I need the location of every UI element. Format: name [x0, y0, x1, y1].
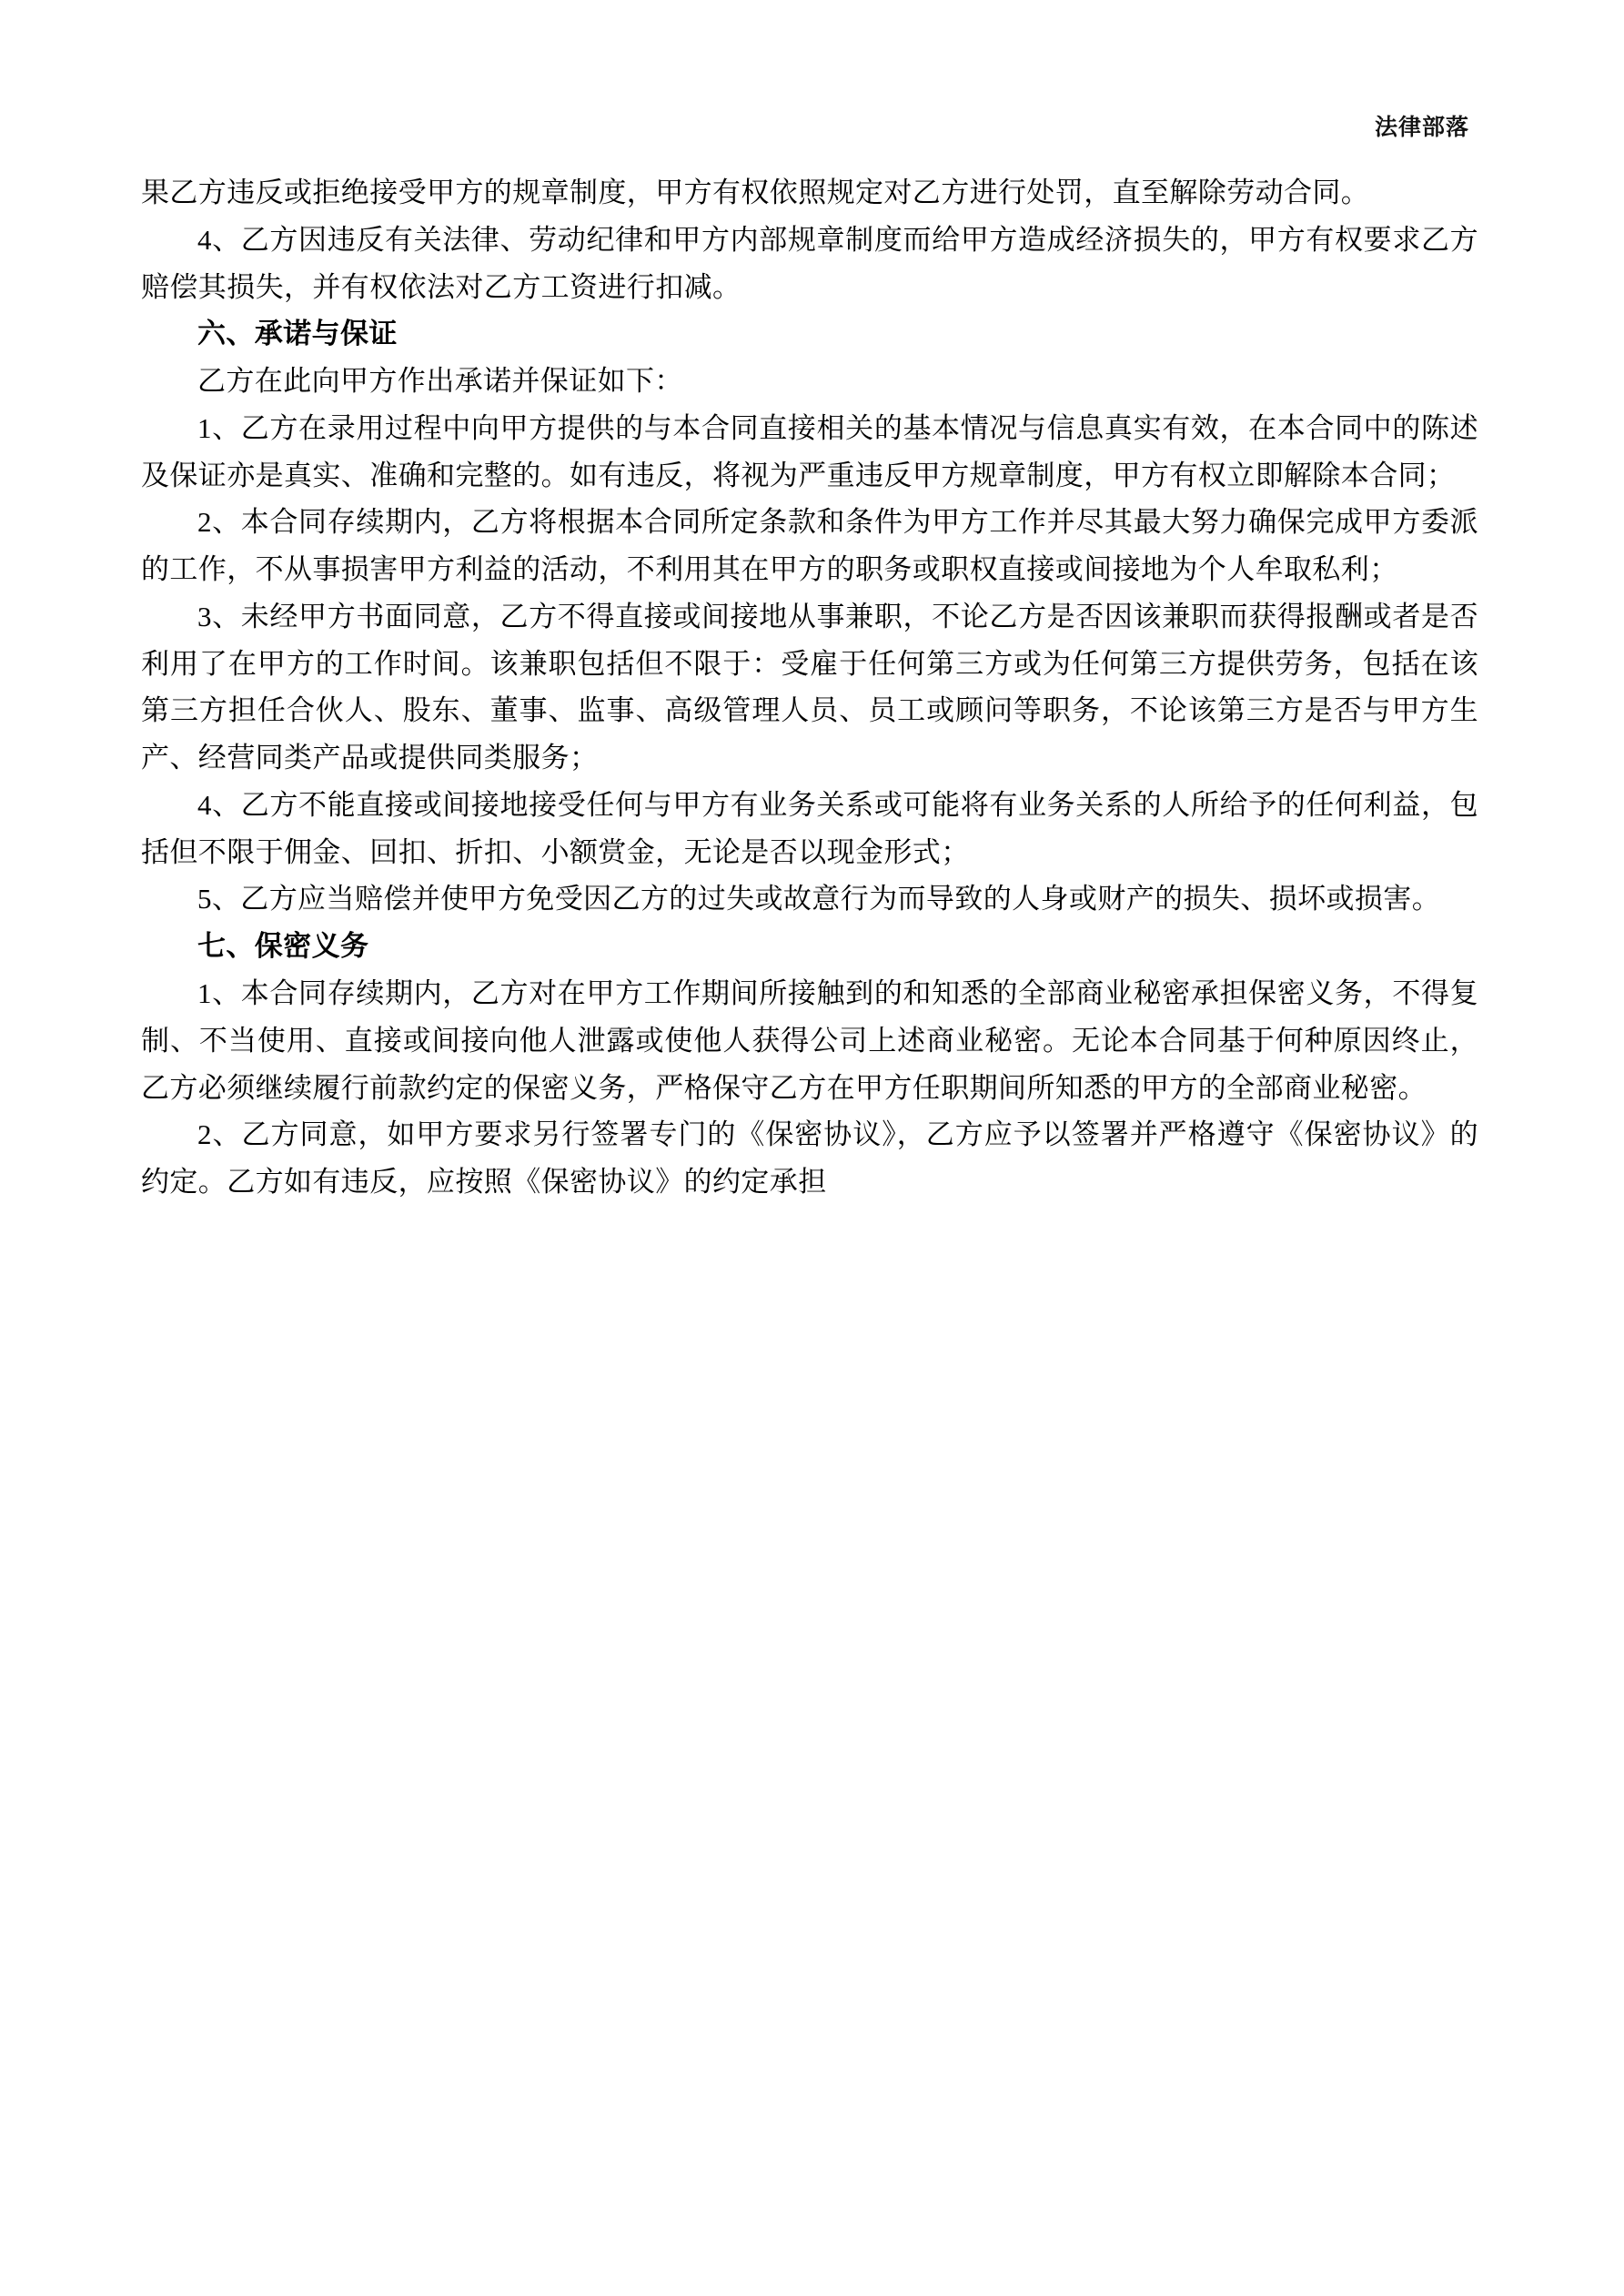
watermark-label: 法律部落 — [1374, 116, 1469, 140]
document-body — [0, 142, 1624, 1206]
paragraph-7-2: 2、乙方同意，如甲方要求另行签署专门的《保密协议》，乙方应予以签署并严格遵守《保密协议》的约定。乙方如有违反，应按照《保密协议》的约定承担 — [141, 1118, 1478, 1199]
paragraph-6-5: 5、乙方应当赔偿并使甲方免受因乙方的过失或故意行为而导致的人身或财产的损失、损坏或损害。 — [197, 883, 1441, 915]
paragraph-6-intro: 乙方在此向甲方作出承诺并保证如下： — [197, 365, 683, 398]
paragraph-6-3: 3、未经甲方书面同意，乙方不得直接或间接地从事兼职，不论乙方是否因该兼职而获得报酬或者是否利用了在甲方的工作时间。该兼职包括但不限于：受雇于任何第三方或为任何第三方提供劳务，包括在该第三方担任合伙人、股东、董事、监事、高级管理人员、员工或顾问等职务，不论该第三方是否与甲方生产、经营同类产品或提供同类服务； — [141, 600, 1478, 774]
paragraph-6-2: 2、本合同存续期内，乙方将根据本合同所定条款和条件为甲方工作并尽其最大努力确保完成甲方委派的工作，不从事损害甲方利益的活动，不利用其在甲方的职务或职权直接或间接地为个人牟取私利； — [141, 506, 1478, 586]
paragraph-7-1: 1、本合同存续期内，乙方对在甲方工作期间所接触到的和知悉的全部商业秘密承担保密义务，不得复制、不当使用、直接或间接向他人泄露或使他人获得公司上述商业秘密。无论本合同基于何种原因终止，乙方必须继续履行前款约定的保密义务，严格保守乙方在甲方任职期间所知悉的甲方的全部商业秘密。 — [141, 977, 1478, 1104]
section-heading-6: 六、承诺与保证 — [197, 318, 398, 350]
paragraph-6-1: 1、乙方在录用过程中向甲方提供的与本合同直接相关的基本情况与信息真实有效，在本合同中的陈述及保证亦是真实、准确和完整的。如有违反，将视为严重违反甲方规章制度，甲方有权立即解除本合同； — [141, 411, 1478, 491]
paragraph-6-4: 4、乙方不能直接或间接地接受任何与甲方有业务关系或可能将有业务关系的人所给予的任何利益，包括但不限于佣金、回扣、折扣、小额赏金，无论是否以现金形式； — [141, 788, 1478, 868]
section-heading-7: 七、保密义务 — [197, 930, 369, 963]
paragraph-5-4: 4、乙方因违反有关法律、劳动纪律和甲方内部规章制度而给甲方造成经济损失的，甲方有权要求乙方赔偿其损失，并有权依法对乙方工资进行扣减。 — [141, 223, 1478, 303]
paragraph-continued: 果乙方违反或拒绝接受甲方的规章制度，甲方有权依照规定对乙方进行处罚，直至解除劳动合同。 — [141, 177, 1370, 208]
page-header — [0, 0, 1624, 142]
